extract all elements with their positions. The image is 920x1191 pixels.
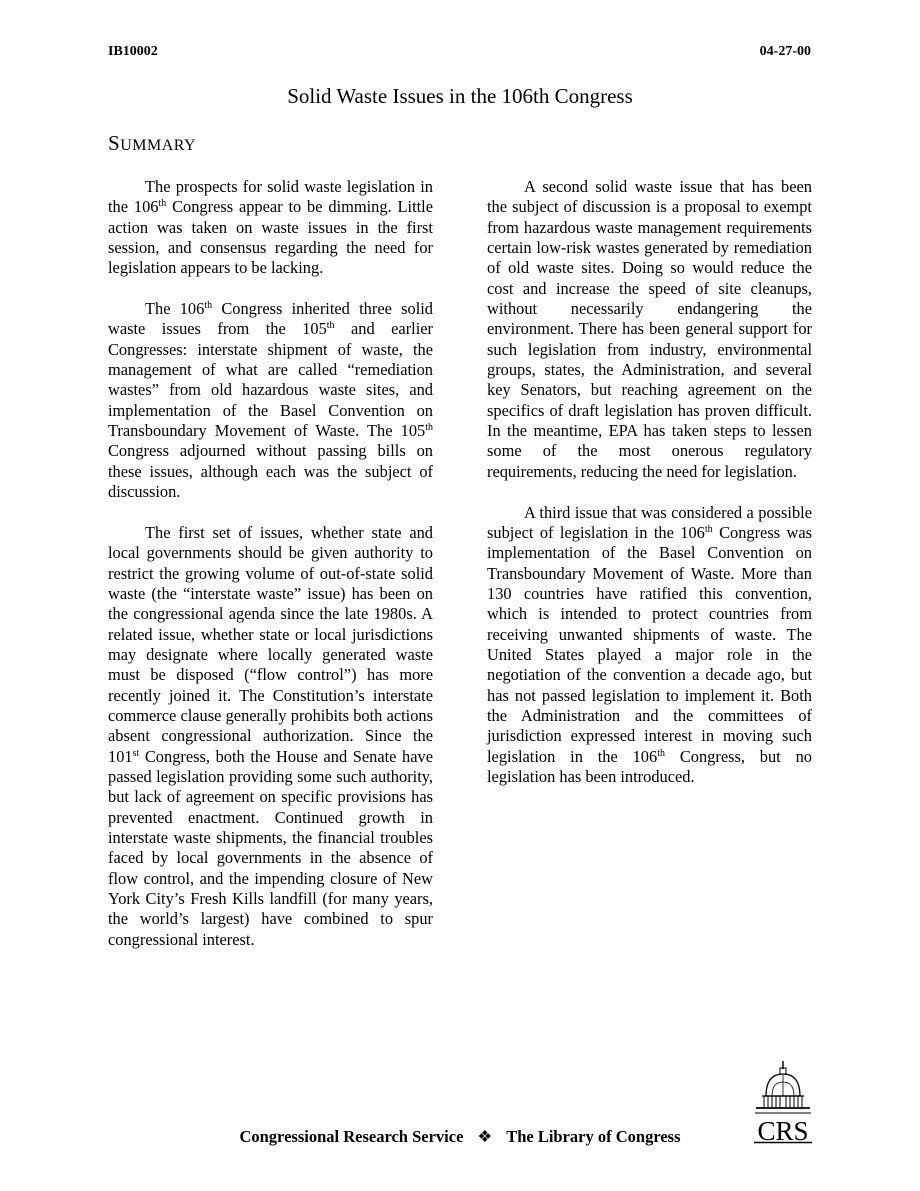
section-heading — [108, 131, 196, 156]
footer-library: The Library of Congress — [506, 1127, 681, 1146]
text-run: The 106 — [145, 299, 205, 319]
superscript: th — [204, 300, 213, 312]
right-column — [487, 177, 812, 808]
section-heading-initial: S — [108, 131, 121, 155]
text-run: Congress, but no legislation has been introduced. — [487, 746, 812, 786]
text-run: Congress inherited three solid waste issues from the 105 — [108, 299, 433, 339]
section-heading-rest: UMMARY — [120, 137, 197, 154]
superscript: th — [326, 320, 335, 332]
text-run: Congress appear to be dimming. Little action was taken on waste issues in the first session, and consensus regarding the need for legislation appears to be lacking. — [108, 197, 434, 278]
report-date: 04-27-00 — [759, 44, 811, 59]
crs-capitol-logo — [752, 1060, 814, 1144]
paragraph-remediation-waste — [487, 177, 812, 482]
text-run: Congress was implementation of the Basel Convention on Transboundary Movement of Waste. More than 130 countries have ratified this convention, which is intended to protect countries from receiving unwanted shipments of waste. The United States played a major role in the negotiation of the convention a decade ago, but has not passed legislation to implement it. Both the Administration and the committees of jurisdiction expressed interest in moving such legislation in the 106 — [487, 522, 812, 766]
report-id: IB10002 — [108, 44, 158, 59]
text-run: Congress, both the House and Senate have passed legislation providing some such authority, but lack of agreement on specific provisions has prevented enactment. Continued growth in interstate waste shipments, the financial troubles faced by local governments in the absence of flow control, and the impending closure of New York City’s Fresh Kills landfill (for many years, the world’s largest) have combined to spur congressional interest. — [108, 746, 433, 949]
separator-ornament: ❖ — [477, 1127, 493, 1146]
paragraph-basel-convention — [487, 503, 812, 788]
text-run: The prospects for solid waste legislation in the 106 — [108, 177, 433, 217]
paragraph-prospects — [108, 177, 433, 279]
paragraph-interstate-waste — [108, 523, 433, 950]
text-run: A second solid waste issue that has been the subject of discussion is a proposal to exempt from hazardous waste management requirements certain low-risk wastes generated by remediation of old waste sites. Doing so would reduce the cost and increase the speed of site cleanups, without necessarily endangering the environment. There has been general support for such legislation from industry, environmental groups, states, the Administration, and several key Senators, but reaching agreement on the specifics of draft legislation has proven difficult. In the meantime, EPA has taken steps to lessen some of the most onerous regulatory requirements, reducing the need for legislation. — [487, 177, 812, 481]
paragraph-inherited-issues — [108, 299, 433, 502]
crs-logo-text: CRS — [757, 1116, 809, 1144]
text-run: Congress adjourned without passing bills on these issues, although each was the subject of discussion. — [108, 441, 433, 502]
text-run: The first set of issues, whether state and local governments should be given authority to restrict the growing volume of out-of-state solid waste (the “interstate waste” issue) has been on the congressional agenda since the late 1980s. A related issue, whether state or local jurisdictions may designate where locally generated waste must be disposed (“flow control”) has more recently joined it. The Constitution’s interstate commerce clause generally prohibits both actions absent congressional authorization. Since the 101 — [108, 522, 433, 766]
left-column — [108, 177, 433, 970]
superscript: th — [158, 198, 167, 210]
footer-crs: Congressional Research Service — [239, 1127, 464, 1146]
superscript: th — [704, 523, 713, 535]
superscript: th — [657, 747, 665, 759]
text-run: A third issue that was considered a possible subject of legislation in the 106 — [487, 502, 812, 542]
text-run: and earlier Congresses: interstate shipment of waste, the management of what are called “remediation wastes” from old hazardous waste sites, and implementation of the Basel Convention on Transboundary Movement of Waste. The 105 — [108, 319, 433, 441]
superscript: th — [425, 422, 433, 434]
superscript: st — [132, 747, 140, 759]
page-title: Solid Waste Issues in the 106th Congress — [287, 84, 633, 108]
